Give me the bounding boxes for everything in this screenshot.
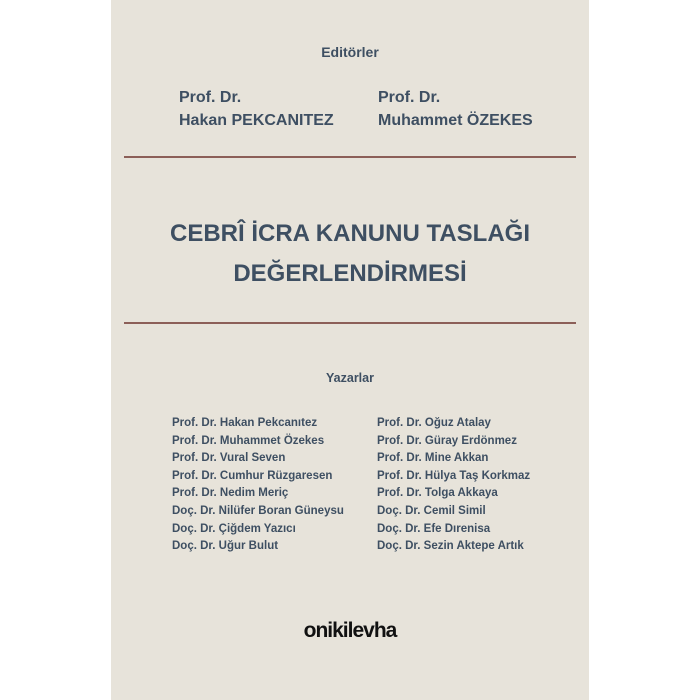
book-cover bbox=[111, 0, 589, 700]
editor-left-title: Prof. Dr. bbox=[179, 89, 242, 106]
author-item: Doç. Dr. Çiğdem Yazıcı bbox=[172, 522, 296, 535]
book-title-line-2: DEĞERLENDİRMESİ bbox=[233, 260, 467, 287]
author-item: Prof. Dr. Nedim Meriç bbox=[172, 487, 289, 500]
author-item: Doç. Dr. Sezin Aktepe Artık bbox=[377, 540, 524, 553]
author-item: Prof. Dr. Mine Akkan bbox=[377, 452, 489, 465]
editor-left-name: Hakan PEKCANITEZ bbox=[179, 112, 334, 129]
author-item: Prof. Dr. Güray Erdönmez bbox=[377, 434, 517, 447]
editor-left bbox=[179, 86, 334, 132]
editor-right-name: Muhammet ÖZEKES bbox=[378, 112, 533, 129]
author-item: Prof. Dr. Oğuz Atalay bbox=[377, 417, 491, 429]
editor-right bbox=[378, 86, 533, 132]
publisher-logo: onikilevha bbox=[303, 619, 397, 642]
author-item: Doç. Dr. Cemil Simil bbox=[377, 504, 486, 517]
editor-right-title: Prof. Dr. bbox=[378, 89, 441, 106]
author-item: Prof. Dr. Vural Seven bbox=[172, 452, 286, 465]
author-item: Doç. Dr. Nilüfer Boran Güneysu bbox=[172, 504, 344, 517]
author-item: Doç. Dr. Uğur Bulut bbox=[172, 540, 279, 553]
book-title bbox=[111, 214, 589, 294]
author-item: Prof. Dr. Hakan Pekcanıtez bbox=[172, 417, 318, 429]
author-item: Prof. Dr. Tolga Akkaya bbox=[377, 487, 498, 500]
authors-list-right bbox=[377, 415, 530, 556]
authors-list-left bbox=[172, 415, 344, 556]
book-title-line-1: CEBRÎ İCRA KANUNU TASLAĞI bbox=[170, 220, 530, 247]
bottom-divider bbox=[124, 322, 576, 324]
top-divider bbox=[124, 156, 576, 158]
author-item: Prof. Dr. Hülya Taş Korkmaz bbox=[377, 469, 531, 482]
author-item: Doç. Dr. Efe Dırenisa bbox=[377, 522, 491, 535]
author-item: Prof. Dr. Cumhur Rüzgaresen bbox=[172, 469, 333, 482]
authors-heading: Yazarlar bbox=[326, 371, 374, 385]
author-item: Prof. Dr. Muhammet Özekes bbox=[172, 434, 325, 447]
editors-heading: Editörler bbox=[321, 44, 379, 60]
